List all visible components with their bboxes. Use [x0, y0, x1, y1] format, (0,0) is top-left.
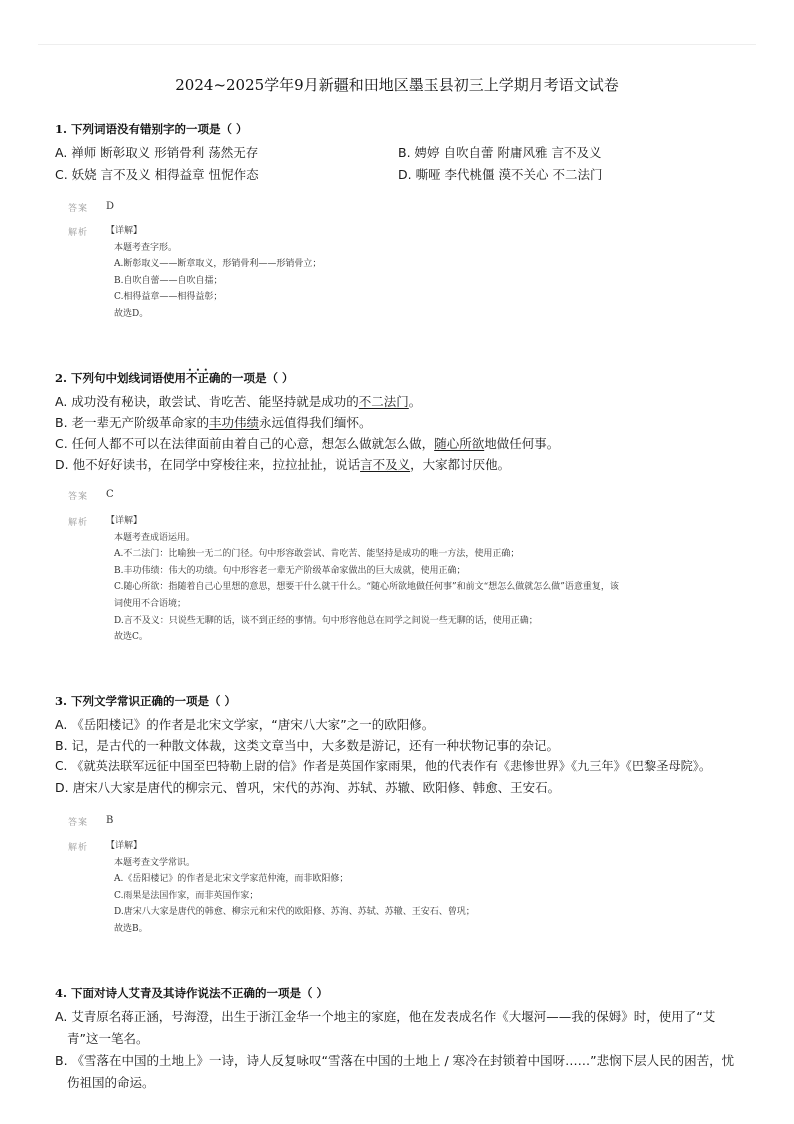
- emphasis-dots-text: • • • 不正确: [186, 371, 221, 385]
- top-divider: [38, 44, 756, 45]
- analysis-line: C.相得益章——相得益彰；: [114, 292, 223, 303]
- option-b[interactable]: B. 记，是古代的一种散文体裁，这类文章当中，大多数是游记，还有一种状物记事的杂记。: [55, 738, 560, 753]
- option-b[interactable]: B. 娉婷 自吹自蕾 附庸风雅 言不及义: [398, 145, 602, 160]
- analysis-line: A.《岳阳楼记》的作者是北宋文学家范仲淹，而非欧阳修；: [114, 874, 349, 885]
- answer-label: 答案: [68, 492, 89, 502]
- option-a[interactable]: A. 成功没有秘诀，敢尝试、肯吃苦、能坚持就是成功的不二法门。: [55, 394, 422, 409]
- stem-text: 的一项是（ ）: [220, 371, 294, 385]
- analysis-line: 故选C。: [114, 632, 148, 643]
- question-4: [55, 984, 745, 1094]
- analysis-line: 故选B。: [114, 923, 148, 934]
- underlined-phrase: 随心所欲: [434, 436, 485, 451]
- option-b[interactable]: B. 老一辈无产阶级革命家的丰功伟绩永远值得我们缅怀。: [55, 415, 372, 430]
- option-b[interactable]: B. 《雪落在中国的土地上》一诗，诗人反复咏叹“雪落在中国的土地上 / 寒冷在封锁着中国呀……”悲悯下层人民的困苦，忧伤祖国的命运。: [55, 1053, 735, 1090]
- answer-value: C: [106, 489, 114, 500]
- analysis-line: A.不二法门：比喻独一无二的门径。句中形容敢尝试、肯吃苦、能坚持是成功的唯一方法，使用正确；: [114, 549, 520, 560]
- option-a[interactable]: A. 《岳阳楼记》的作者是北宋文学家，“唐宋八大家”之一的欧阳修。: [55, 717, 435, 732]
- stem-text: 2. 下列句中划线词语使用: [55, 371, 187, 385]
- analysis-line: D.言不及义：只说些无聊的话，谈不到正经的事情。句中形容他总在同学之间说一些无聊的话，使用正确；: [114, 615, 538, 626]
- answer-value: D: [106, 201, 115, 212]
- analysis-body: [106, 223, 721, 323]
- underlined-phrase: 不二法门: [358, 394, 409, 409]
- analysis-line: 本题考查成语运用。: [114, 532, 196, 543]
- analysis-label: 解析: [68, 228, 89, 238]
- option-a[interactable]: A. 艾青原名蒋正涵，号海澄，出生于浙江金华一个地主的家庭，他在发表成名作《大堰河——我的保姆》时，使用了“艾青”这一笔名。: [55, 1009, 716, 1046]
- option-row: [55, 142, 745, 164]
- analysis-line: B.丰功伟绩：伟大的功绩。句中形容老一辈无产阶级革命家做出的巨大成就，使用正确；: [114, 565, 466, 576]
- analysis-line: A.断彰取义——断章取义，形销骨利——形销骨立；: [114, 259, 322, 270]
- question-stem: 4. 下面对诗人艾青及其诗作说法不正确的一项是（ ）: [55, 986, 329, 1000]
- answer-value: B: [106, 815, 114, 826]
- option-row: [55, 164, 745, 186]
- analysis-line: 【详解】: [106, 226, 143, 236]
- answer-label: 答案: [68, 204, 89, 214]
- analysis-line: B.自吹自蕾——自吹自擂；: [114, 275, 223, 286]
- analysis-line: C.随心所欲：指随着自己心里想的意思，想要干什么就干什么。“随心所欲地做任何事”和前文“想怎么做就怎么做”语意重复，该: [114, 582, 619, 593]
- option-c[interactable]: C. 妖娆 言不及义 相得益章 忸怩作态: [55, 167, 259, 182]
- page-title: 2024~2025学年9月新疆和田地区墨玉县初三上学期月考语文试卷: [175, 76, 619, 94]
- underlined-phrase: 丰功伟绩: [209, 415, 260, 430]
- analysis-line: 故选D。: [114, 308, 149, 319]
- underlined-phrase: 言不及义: [360, 457, 411, 472]
- analysis-label: 解析: [68, 518, 89, 528]
- analysis-line: 本题考查字形。: [114, 242, 178, 253]
- option-d[interactable]: D. 唐宋八大家是唐代的柳宗元、曾巩，宋代的苏洵、苏轼、苏辙、欧阳修、韩愈、王安石。: [55, 780, 561, 795]
- analysis-line: 【详解】: [106, 841, 143, 851]
- analysis-body: [106, 838, 721, 938]
- analysis-line: D.唐宋八大家是唐代的韩愈、柳宗元和宋代的欧阳修、苏洵、苏轼、苏辙、王安石、曾巩；: [114, 907, 475, 918]
- question-3: [55, 692, 745, 798]
- analysis-label: 解析: [68, 843, 89, 853]
- option-c[interactable]: C. 《就英法联军远征中国至巴特勒上尉的信》作者是英国作家雨果，他的代表作有《悲惨世界》《九三年》《巴黎圣母院》。: [55, 759, 712, 773]
- question-2: [55, 369, 745, 475]
- question-stem: 1. 下列词语没有错别字的一项是（ ）: [55, 122, 248, 136]
- analysis-line: C.雨果是法国作家，而非英国作家；: [114, 890, 259, 901]
- analysis-line: 词使用不合语境；: [114, 598, 187, 609]
- question-stem: [55, 369, 745, 387]
- analysis-line: 【详解】: [106, 516, 143, 526]
- analysis-body: [106, 513, 721, 646]
- option-d[interactable]: D. 他不好好读书，在同学中穿梭往来，拉拉扯扯，说话言不及义，大家都讨厌他。: [55, 457, 511, 472]
- option-d[interactable]: D. 嘶哑 李代桃僵 漠不关心 不二法门: [398, 167, 603, 182]
- answer-label: 答案: [68, 818, 89, 828]
- analysis-line: 本题考查文学常识。: [114, 857, 196, 868]
- option-a[interactable]: A. 禅师 断彰取义 形销骨利 荡然无存: [55, 145, 259, 160]
- question-1: [55, 120, 745, 186]
- option-c[interactable]: C. 任何人都不可以在法律面前由着自己的心意，想怎么做就怎么做，随心所欲地做任何事。: [55, 436, 560, 451]
- question-stem: 3. 下列文学常识正确的一项是（ ）: [55, 694, 237, 708]
